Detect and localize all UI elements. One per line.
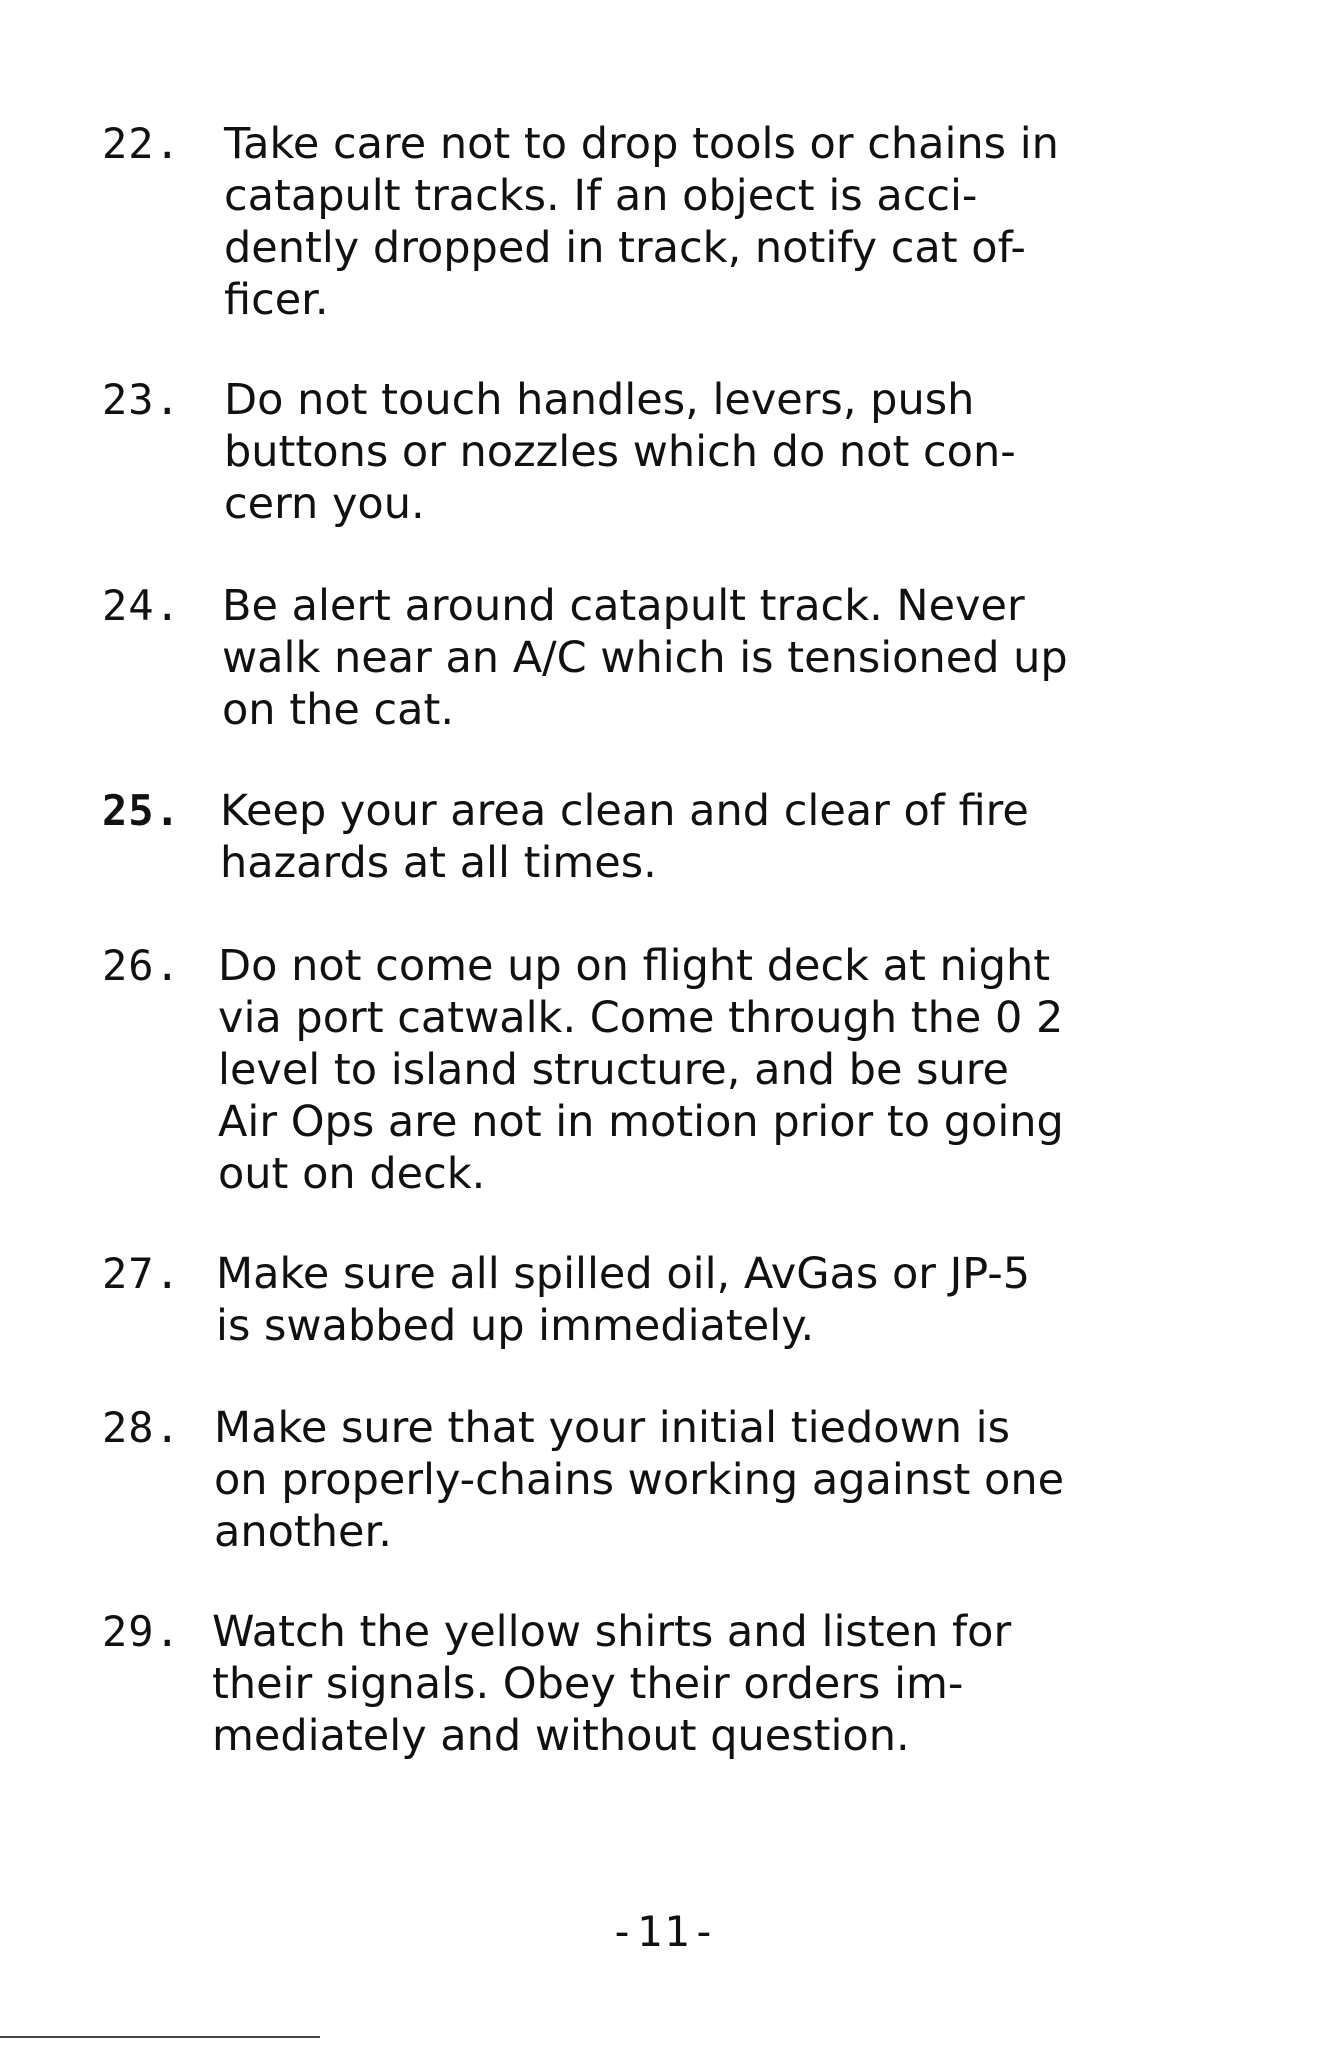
page-number: -11- <box>609 1907 719 1956</box>
item-text-line: hazards at all times. <box>220 838 657 888</box>
item-text-line: is swabbed up immediately. <box>216 1301 815 1351</box>
item-text-line: Make sure that your initial tiedown is <box>214 1403 1011 1453</box>
item-text-line: Be alert around catapult track. Never <box>222 581 1025 631</box>
item-text-line: mediately and without question. <box>212 1711 910 1761</box>
item-text-line: Watch the yellow shirts and listen for <box>212 1607 1012 1657</box>
item-text-line: another. <box>214 1507 392 1557</box>
item-text-line: level to island structure, and be sure <box>218 1045 1009 1095</box>
item-text-line: on properly-chains working against one <box>214 1455 1065 1505</box>
item-text-line: Keep your area clean and clear of fire <box>220 786 1029 836</box>
item-text-line: Take care not to drop tools or chains in <box>224 119 1059 169</box>
item-text-line: cern you. <box>224 479 425 529</box>
item-number: 29. <box>102 1607 181 1656</box>
item-text-line: on the cat. <box>222 685 454 735</box>
item-text-line: buttons or nozzles which do not con- <box>224 427 1016 477</box>
item-text-line: catapult tracks. If an object is acci- <box>224 171 978 221</box>
item-number: 22. <box>102 119 181 168</box>
item-text-line: ficer. <box>224 275 329 325</box>
item-text-line: their signals. Obey their orders im- <box>212 1659 964 1709</box>
item-text-line: dently dropped in track, notify cat of- <box>224 223 1026 273</box>
item-text-line: Do not come up on flight deck at night <box>218 941 1051 991</box>
item-text-line: Make sure all spilled oil, AvGas or JP-5 <box>216 1249 1031 1299</box>
item-number: 24. <box>102 581 181 630</box>
item-number: 25. <box>102 786 181 835</box>
item-text-line: out on deck. <box>218 1149 486 1199</box>
item-text-line: Air Ops are not in motion prior to going <box>218 1097 1064 1147</box>
item-number: 23. <box>102 375 181 424</box>
item-number: 26. <box>102 941 181 990</box>
item-text-line: walk near an A/C which is tensioned up <box>222 633 1068 683</box>
item-text-line: via port catwalk. Come through the 0 2 <box>218 993 1064 1043</box>
page-edge-line <box>0 2036 320 2038</box>
item-text-line: Do not touch handles, levers, push <box>224 375 975 425</box>
item-number: 27. <box>102 1249 181 1298</box>
item-number: 28. <box>102 1403 181 1452</box>
